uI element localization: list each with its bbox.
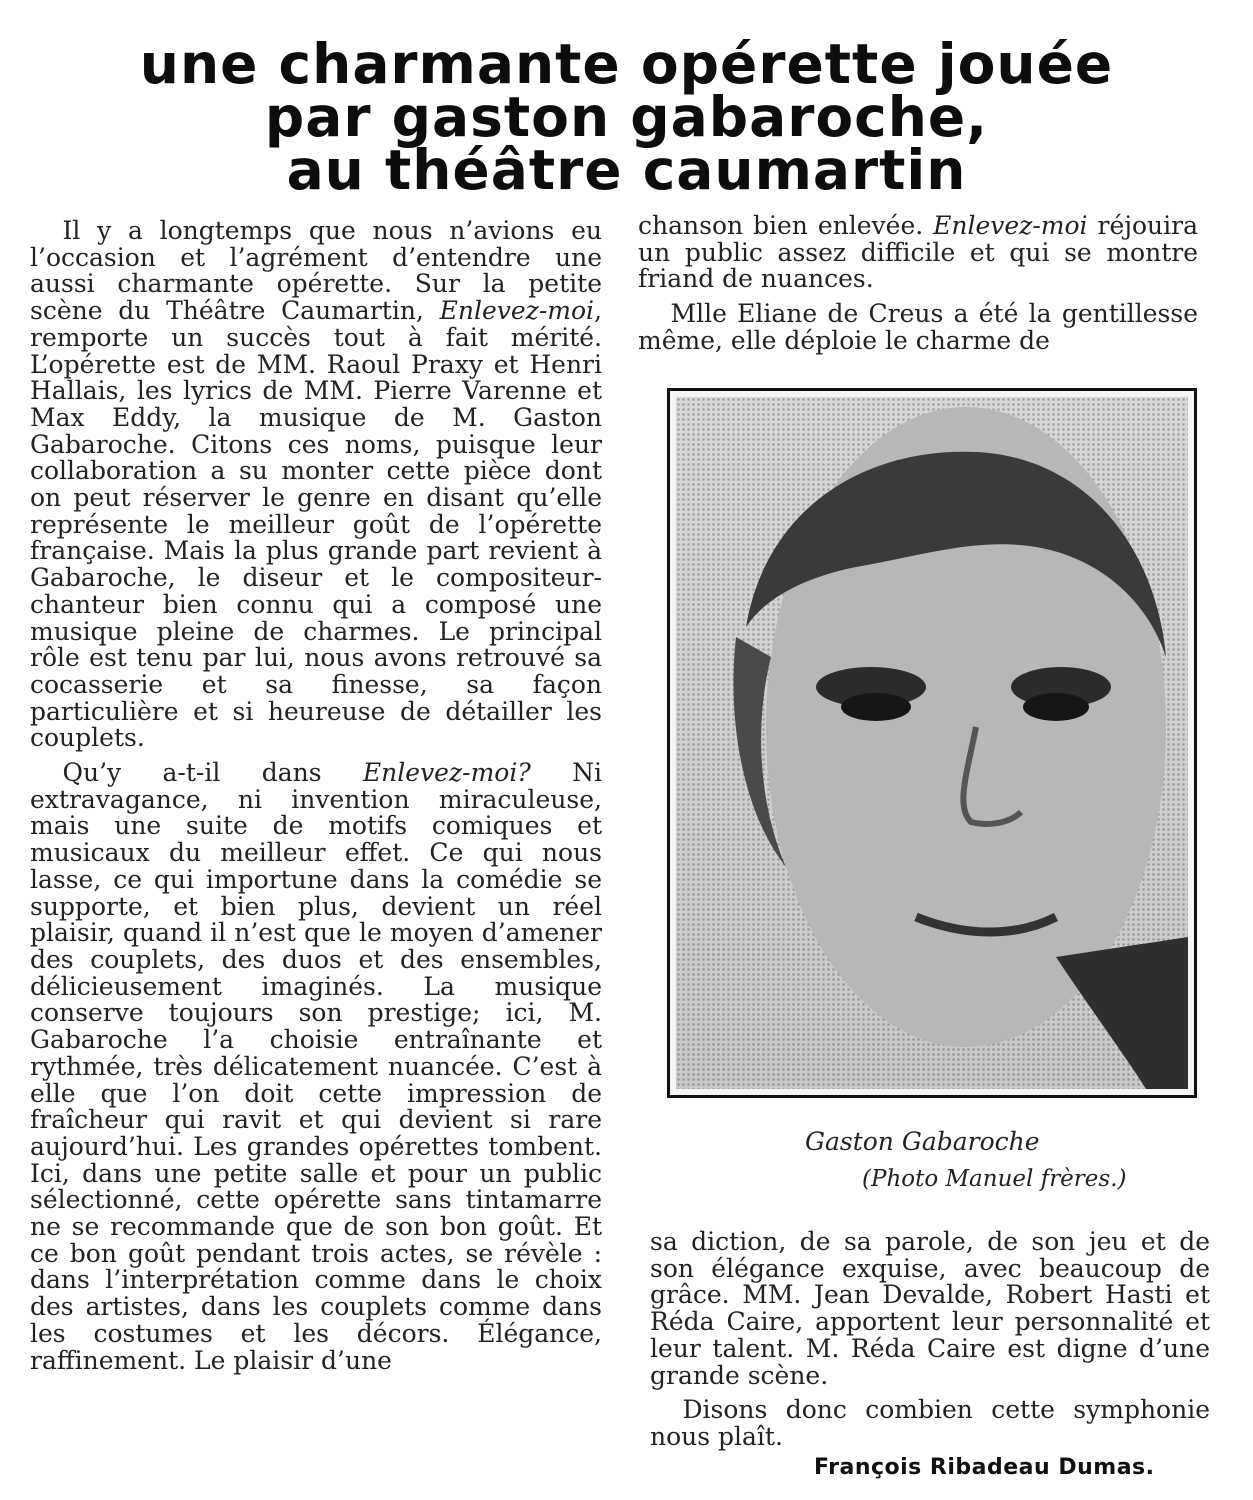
text-run: Il y a longtemps que nous n’avions eu l’occasion et l’agrément d’entendre une aussi charmante opérette. Sur la petite scène du Théâtre Caumartin, [30, 216, 602, 326]
paragraph [638, 213, 1198, 293]
right-column-top [638, 213, 1198, 355]
paragraph: Mlle Eliane de Creus a été la gentillesse même, elle déploie le charme de [638, 299, 1198, 355]
play-title: Enlevez-moi [439, 296, 595, 326]
portrait-photo [667, 388, 1197, 1098]
portrait-drawing [676, 397, 1188, 1089]
play-title: Enlevez-moi? [362, 758, 531, 788]
photo-caption: Gaston Gabaroche [805, 1127, 1040, 1156]
paragraph: Disons donc combien cette symphonie nous plaît. [650, 1395, 1210, 1451]
text-run: chanson bien enlevée. [638, 211, 934, 240]
text-run: Qu’y a-t-il dans [62, 758, 363, 788]
portrait-image [676, 397, 1188, 1089]
paragraph [30, 760, 602, 1374]
headline-line-2: par gaston gabaroche, [264, 85, 989, 149]
text-run: , remporte un succès tout à fait mérité. L’opérette est de MM. Raoul Praxy et Henri Hallais, les lyrics de MM. Pierre Varenne et Max Eddy, la musique de M. Gaston Gabaroche. Citons ces noms, puisque leur collaboration a su monter cette pièce dont on peut réserver le genre en disant qu’elle représente le meilleur goût de l’opérette française. Mais la plus grande part revient à Gabaroche, le diseur et le compositeur-chanteur bien connu qui a composé une musique pleine de charmes. Le principal rôle est tenu par lui, nous avons retrouvé sa cocasserie et sa finesse, sa façon particulière et si heureuse de détailler les couplets. [30, 296, 602, 753]
paragraph: sa diction, de sa parole, de son jeu et de son élégance exquise, avec beaucoup de grâce. MM. Jean Devalde, Robert Hasti et Réda Caire, apportent leur personnalité et leur talent. M. Réda Caire est digne d’une grande scène. [650, 1227, 1210, 1390]
article-headline [0, 32, 1253, 202]
author-signature: François Ribadeau Dumas. [814, 1455, 1155, 1480]
headline-line-3: au théâtre caumartin [286, 138, 967, 202]
text-run: réjouira un public assez difficile et qui se montre friand de nuances. [638, 211, 1198, 294]
play-title: Enlevez-moi [933, 211, 1088, 240]
text-run: Ni extravagance, ni invention miraculeuse, mais une suite de motifs comiques et musicaux du meilleur effet. Ce qui nous lasse, ce qui importune dans la comédie se supporte, et bien plus, devient un réel plaisir, quand il n’est que le moyen d’amener des couplets, des duos et des ensembles, délicieusement imaginés. La musique conserve toujours son prestige; ici, M. Gabaroche l’a choisie entraînante et rythmée, très délicatement nuancée. C’est à elle que l’on doit cette impression de fraîcheur qui ravit et qui devient si rare aujourd’hui. Les grandes opérettes tombent. Ici, dans une petite salle et pour un public sélectionné, cette opérette sans tintamarre ne se recommande que de son bon goût. Et ce bon goût pendant trois actes, se révèle : dans l’interprétation comme dans le choix des artistes, dans les couplets comme dans les costumes et les décors. Élégance, raffinement. Le plaisir d’une [30, 758, 602, 1375]
left-column [30, 218, 602, 1374]
paragraph [30, 218, 602, 752]
photo-credit: (Photo Manuel frères.) [862, 1166, 1127, 1192]
right-column-bottom [650, 1229, 1210, 1451]
headline-line-1: une charmante opérette jouée [139, 32, 1114, 96]
